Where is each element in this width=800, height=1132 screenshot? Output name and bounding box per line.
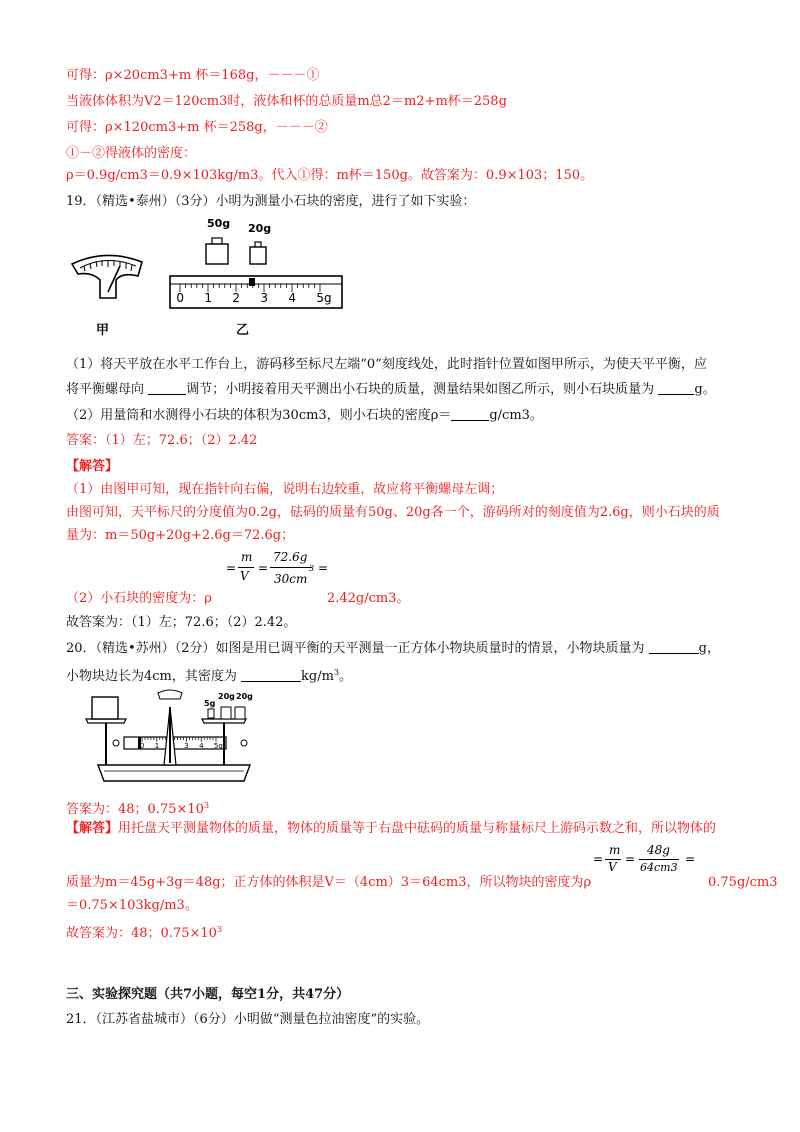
- q20-jieda-tag: 【解答】: [66, 821, 119, 836]
- answer-blank-density: [241, 669, 301, 682]
- q20-jieda-text: 用托盘天平测量物体的质量，物体的质量等于右盘中砝码的质量与称量标尺上游码示数之和，所以物体的: [118, 821, 717, 836]
- q20-scale-tick-label: 0: [139, 742, 145, 750]
- q19-p2-post: g/cm3。: [489, 408, 543, 423]
- q20-explain-3: ＝0.75×103kg/m3。: [66, 898, 198, 913]
- formula-denominator: 30cm: [274, 572, 308, 586]
- answer-blank-direction: [148, 382, 186, 395]
- answer-blank-density: [451, 408, 489, 421]
- q19-part2: [66, 407, 543, 425]
- figure-label-jia: 甲: [96, 323, 110, 338]
- solution-line-2: 当液体体积为V2＝120cm3时，液体和杯的总质量m总2＝m2+m杯＝258g: [66, 94, 507, 109]
- weight-20g-label-1: 20g: [218, 692, 235, 701]
- q19-e4-post: 2.42g/cm3。: [326, 591, 410, 606]
- rider-icon: [249, 278, 255, 286]
- q20-density-formula: [593, 843, 703, 879]
- q21-stem: 21．（江苏省盐城市）（6分）小明做“测量色拉油密度”的实验。: [66, 1012, 430, 1027]
- fraction-bar: [270, 567, 312, 568]
- formula-eq-3: =: [318, 561, 329, 575]
- q19-p1-pre: 将平衡螺母向: [66, 382, 145, 397]
- balance-figures: [66, 214, 356, 344]
- fraction-bar: [238, 567, 254, 568]
- q19-p1-post: g。: [694, 382, 716, 397]
- formula-v: V: [608, 860, 617, 874]
- pointer-dial-icon: [72, 255, 142, 298]
- q20-balance-figure: [84, 685, 264, 785]
- formula-eq-1: =: [593, 852, 604, 866]
- q20-stem2-post: kg/m: [301, 669, 334, 684]
- answer-blank-mass: [658, 382, 694, 395]
- weight-5g-icon: [208, 709, 214, 718]
- weight-20g-label: 20g: [248, 222, 272, 235]
- q20-stem-2: [66, 664, 352, 686]
- q19-explain-2: 由图可知，天平标尺的分度值为0.2g，砝码的质量有50g、20g各一个，游码所对的刻度值为2.6g，则小石块的质: [66, 505, 720, 520]
- fraction-bar: [639, 859, 679, 860]
- q19-scale-tick-label: 4: [288, 291, 297, 305]
- right-pan: [202, 719, 246, 723]
- q19-scale-tick-label: 5g: [316, 291, 332, 305]
- q20-stem2-pre: 小物块边长为4cm，其密度为: [66, 669, 237, 684]
- q20-stem1-post: g，: [698, 641, 720, 656]
- q20-final-sup: 3: [216, 925, 223, 934]
- q20-jieda: [66, 820, 716, 838]
- formula-denominator: 64cm3: [640, 861, 678, 874]
- q20-scale-tick-label: 4: [199, 742, 204, 750]
- section-heading: 三、实验探究题（共7小题，每空1分，共47分）: [66, 987, 350, 1002]
- weight-5g-label: 5g: [204, 699, 216, 708]
- q20-stem2-end: 。: [339, 669, 353, 684]
- q19-part1-line1: （1）将天平放在水平工作台上，游码移至标尺左端“0”刻度线处，此时指针位置如图甲所示，为使天平平衡，应: [66, 357, 707, 372]
- q20-final: [66, 921, 222, 943]
- formula-v: V: [240, 569, 249, 583]
- q19-part1-line2: [66, 381, 716, 399]
- q20-explain-2-end: 0.75g/cm3: [708, 875, 778, 890]
- q20-answer-text: 答案为：48；0.75×10: [66, 802, 204, 817]
- weight-20g-icon: [221, 707, 245, 719]
- weight-20g-label-2: 20g: [236, 692, 253, 701]
- weight-50g-icon: [206, 238, 228, 264]
- q20-scale-tick-label: 1: [154, 742, 160, 750]
- q19-explain-1: （1）由图甲可知，现在指针向右偏，说明右边较重，故应将平衡螺母左调；: [66, 482, 504, 497]
- q19-figure: [66, 214, 356, 344]
- weight-20g-icon: [250, 242, 266, 264]
- formula-eq-2: =: [258, 561, 269, 575]
- q20-stem2-sup: 3: [333, 668, 340, 677]
- q20-answer: [66, 797, 209, 819]
- q19-p2-pre: （2）用量筒和水测得小石块的体积为30cm3，则小石块的密度ρ＝: [66, 408, 452, 423]
- q19-e4-pre: （2）小石块的密度为：ρ: [66, 591, 212, 606]
- solution-line-3: 可得：ρ×120cm3+m 杯＝258g，－－－②: [66, 120, 328, 135]
- solution-line-5: ρ＝0.9g/cm3＝0.9×103kg/m3。代入①得：m杯＝150g。故答案为：0.9×103；150。: [66, 168, 594, 183]
- formula-eq-2: =: [625, 852, 636, 866]
- q19-answer: 答案：（1）左；72.6；（2）2.42: [66, 433, 258, 448]
- formula-denominator-exp: 3: [309, 564, 315, 573]
- formula-m: m: [609, 843, 621, 857]
- figure-label-yi: 乙: [236, 323, 250, 338]
- q20-stem-1: [66, 640, 720, 658]
- q19-final: 故答案为：（1）左；72.6；（2）2.42。: [66, 615, 297, 630]
- q19-density-formula: [226, 550, 366, 590]
- q20-explain-2: 质量为m＝45g+3g＝48g；正方体的体积是V＝（4cm）3＝64cm3，所以物块的密度为ρ: [66, 875, 592, 890]
- formula-eq-3: =: [685, 852, 696, 866]
- q19-stem: 19．（精选•泰州）（3分）小明为测量小石块的密度，进行了如下实验：: [66, 194, 476, 209]
- formula-numerator: 72.6g: [273, 550, 308, 564]
- q20-scale-tick-label: 5g: [213, 742, 223, 750]
- q20-stem1-pre: 20．（精选•苏州）（2分）如图是用已调平衡的天平测量一正方体小物块质量时的情景，小物块质量为: [66, 641, 645, 656]
- q19-explain-3: 量为：m＝50g+20g+2.6g＝72.6g；: [66, 528, 295, 543]
- balance-icon: [84, 685, 264, 785]
- q20-final-text: 故答案为：48；0.75×10: [66, 926, 217, 941]
- q19-p1-mid: 调节；小明接着用天平测出小石块的质量，测量结果如图乙所示，则小石块质量为: [186, 382, 655, 397]
- formula-numerator: 48g: [647, 843, 670, 857]
- q19-scale-tick-label: 1: [204, 291, 213, 305]
- q19-scale-tick-label: 2: [232, 291, 241, 305]
- weight-50g-label: 50g: [207, 217, 231, 230]
- q19-scale-tick-label: 3: [260, 291, 269, 305]
- q19-explain-4: [66, 590, 409, 608]
- solution-line-4: ①－②得液体的密度：: [66, 146, 197, 161]
- q19-jieda-heading: 【解答】: [66, 459, 119, 474]
- q20-scale-tick-label: 3: [184, 742, 189, 750]
- formula-m: m: [241, 550, 253, 564]
- formula-eq-1: =: [226, 561, 237, 575]
- q20-answer-sup: 3: [203, 801, 210, 810]
- solution-line-1: 可得：ρ×20cm3+m 杯＝168g，－－－①: [66, 68, 320, 83]
- answer-blank-mass: [649, 641, 699, 654]
- cube-object-icon: [92, 697, 118, 719]
- q19-scale-tick-label: 0: [176, 291, 185, 305]
